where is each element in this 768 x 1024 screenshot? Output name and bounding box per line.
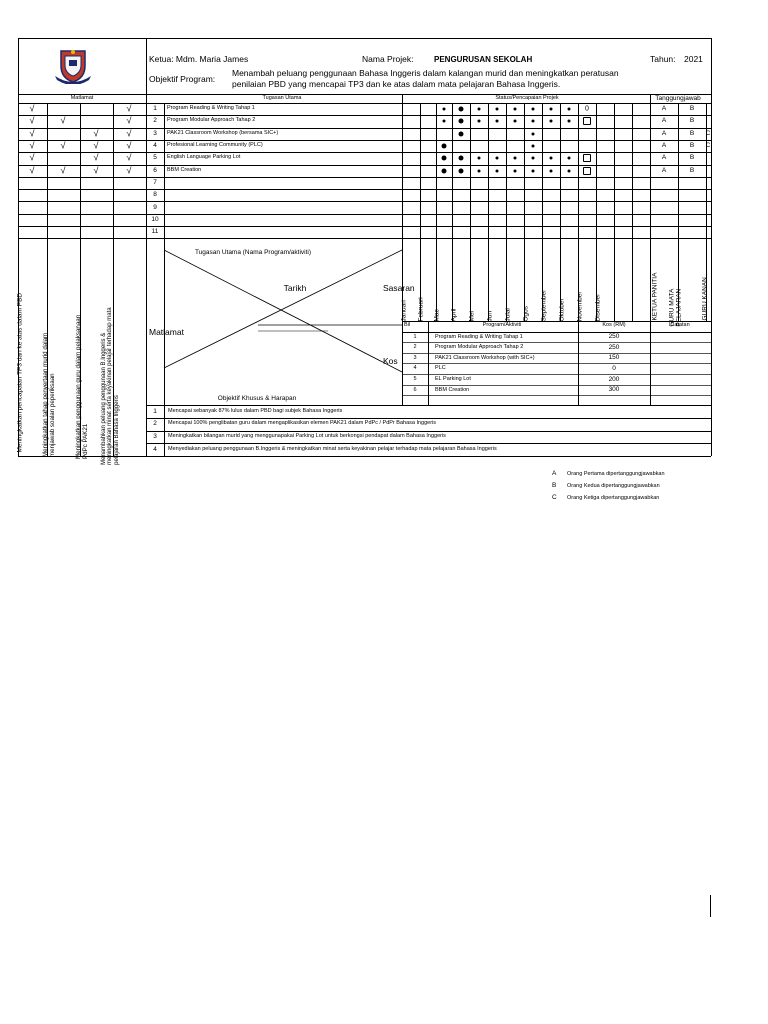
tanggungjawab-header: Tanggungjawab <box>655 94 701 102</box>
month-label: Ogos <box>522 305 530 321</box>
responsibility-letter: A <box>661 117 667 125</box>
grid-line <box>650 321 651 405</box>
cost-row-name: EL Parking Lot <box>435 376 471 382</box>
legend-key: A <box>552 470 557 477</box>
objective-number: 1 <box>153 407 157 415</box>
nama-projek-label: Nama Projek: <box>362 54 414 64</box>
grid-line <box>18 456 711 457</box>
grid-line <box>402 385 711 386</box>
task-name: PAK21 Classroom Workshop (bersama SIC+) <box>167 129 279 136</box>
check-mark: √ <box>93 128 99 139</box>
check-mark: √ <box>60 165 66 176</box>
project-sheet <box>16 38 711 465</box>
grid-line <box>711 38 712 456</box>
objective-text: Mencapai sebanyak 87% lulus dalam PBD bagi subjek Bahasa Inggeris <box>168 407 343 414</box>
responsibility-letter: A <box>661 129 667 137</box>
check-mark: √ <box>60 115 66 126</box>
check-mark: √ <box>126 115 132 126</box>
diagram-objektif: Objektif Khusus & Harapan <box>217 395 297 402</box>
objective-text: Meningkatkan bilangan murid yang menggunapakai Parking Lot untuk berkongsi pendapat dalam Bahasa Inggeris <box>168 433 446 439</box>
check-mark: √ <box>93 152 99 163</box>
grid-line <box>402 363 711 364</box>
objective-number: 3 <box>153 433 157 440</box>
diagram-sasaran: Sasaran <box>383 283 415 293</box>
cursor-bar <box>710 895 711 917</box>
month-label: Mac <box>433 308 441 321</box>
check-mark: √ <box>93 165 99 176</box>
objective-number: 2 <box>153 420 157 428</box>
task-name: Program Modular Approach Tahap 2 <box>167 117 256 124</box>
responsibility-letter: B <box>689 154 695 162</box>
grid-line <box>402 374 711 375</box>
cost-row-number: 3 <box>413 354 417 361</box>
cost-row-number: 5 <box>413 376 417 382</box>
task-number: 7 <box>153 178 157 186</box>
check-mark: √ <box>126 140 132 151</box>
responsibility-letter: A <box>661 166 667 174</box>
matlamat-desc-1: Meningkatkan pencapaian TP3 dan ke atas dalam PBD <box>16 292 24 452</box>
legend-item <box>552 494 659 501</box>
check-mark: √ <box>126 152 132 163</box>
responsibility-letter: B <box>689 117 695 125</box>
task-name: Profesional Learning Community (PLC) <box>167 142 263 149</box>
ketua-label: Ketua: Mdm. Maria James <box>149 54 249 64</box>
status-header: Status/Pencapaian Projek <box>495 94 559 101</box>
grid-line <box>428 321 429 405</box>
month-label: Januari <box>400 299 408 321</box>
responsibility-letter: B <box>689 129 695 137</box>
task-name: Program Reading & Writing Tahap 1 <box>167 105 255 112</box>
legend-key: B <box>552 482 557 489</box>
responsibility-letter: A <box>661 154 667 162</box>
check-mark: √ <box>126 103 132 114</box>
grid-line <box>402 332 711 333</box>
check-mark: √ <box>126 128 132 139</box>
responsibility-letter: B <box>689 142 695 150</box>
task-number: 9 <box>153 203 157 211</box>
check-mark: √ <box>29 152 35 163</box>
objektif-line2: penilaian PBD yang mencapai TP3 dan ke atas dalam mata pelajaran Bahasa Inggeris. <box>232 79 561 89</box>
cost-row-number: 6 <box>413 386 417 393</box>
diagram-tarikh: Tarikh <box>283 283 307 293</box>
task-number: 5 <box>153 154 157 162</box>
month-label: April <box>450 307 458 321</box>
responsibility-letter: A <box>661 142 667 150</box>
month-label: Oktober <box>558 297 566 321</box>
month-label: Mei <box>468 310 476 321</box>
matlamat-desc-3: Meningkatkan penggunaan guru dalam pelaksanaan PdPc PAK21 <box>75 314 89 459</box>
legend <box>552 470 752 506</box>
matlamat-header: Matlamat <box>70 94 94 101</box>
objective-text: Menyediakan peluang penggunaan B.Inggeris & meningkatkan minat serta keyakinan pelajar terhadap mata pelajaran Bahasa Inggeris <box>168 445 497 452</box>
objektif-line1: Menambah peluang penggunaan Bahasa Inggeris dalam kalangan murid dan meningkatkan peratusan <box>232 68 619 78</box>
matlamat-desc-4: Menambahkan peluang penggunaan B.Inggeris & meningkatkan minat serta keyakinan pelajar terhadap mata pelajaran Bahasa Inggeris <box>101 307 120 465</box>
objective-number: 4 <box>153 445 157 453</box>
check-mark: √ <box>60 140 66 151</box>
responsibility-letter: C <box>705 142 711 150</box>
cost-row-value: 250 <box>608 343 620 351</box>
legend-text: Orang Pertama dipertanggungjawabkan <box>567 471 665 477</box>
cost-row-value: 0 <box>612 364 616 372</box>
legend-item <box>552 470 665 477</box>
tugasan-header: Tugasan Utama <box>262 94 302 101</box>
fishbone-diagram <box>18 38 711 456</box>
role-label: KETUA PANITIA <box>651 272 659 320</box>
cost-header-catatan: Catatan <box>670 322 690 328</box>
cost-row-value: 250 <box>608 333 620 341</box>
legend-key: C <box>552 494 557 501</box>
task-number: 2 <box>153 117 157 125</box>
task-number: 11 <box>151 228 159 236</box>
diagram-kos: Kos <box>383 356 398 366</box>
cost-row-value: 200 <box>608 375 620 383</box>
grid-line <box>578 321 579 405</box>
check-mark: √ <box>29 115 35 126</box>
task-name: English Language Parking Lot <box>167 154 241 161</box>
responsibility-letter: B <box>689 105 695 113</box>
cost-header-program: Program/Aktiviti <box>482 322 522 328</box>
cost-row-name: Program Reading & Writing Tahap 1 <box>435 333 523 340</box>
check-mark: √ <box>93 140 99 151</box>
legend-item <box>552 482 660 489</box>
grid-line <box>402 321 403 405</box>
tahun-value: 2021 <box>684 54 703 64</box>
cost-row-name: BBM Creation <box>435 386 470 393</box>
month-label: November <box>576 291 584 321</box>
grid-line <box>146 443 711 444</box>
diagram-heading: Tugasan Utama (Nama Program/aktiviti) <box>194 249 312 256</box>
cost-header-kos: Kos (RM) <box>602 322 626 328</box>
diagram-matlamat: Matlamat <box>149 327 184 337</box>
grid-line <box>402 353 711 354</box>
month-label: Julai <box>504 307 512 321</box>
task-number: 3 <box>153 129 157 137</box>
cost-row-value: 300 <box>608 386 620 394</box>
objektif-label: Objektif Program: <box>149 74 216 84</box>
cost-row-value: 150 <box>608 354 620 362</box>
grid-line <box>146 431 711 432</box>
cost-header-bil: Bil <box>404 322 411 328</box>
grid-line <box>146 418 711 419</box>
cost-row-name: Program Modular Approach Tahap 2 <box>435 344 524 351</box>
responsibility-letter: A <box>661 105 667 113</box>
month-label: September <box>540 289 548 321</box>
grid-line <box>402 395 711 396</box>
matlamat-desc-2: Meningkatkan tahap penyertaan murid dalam menjawab soalan peperiksaan <box>42 332 56 457</box>
cost-row-name: PLC <box>435 365 446 372</box>
objective-text: Mencapai 100% penglibatan guru dalam mengaplikasikan elemen PAK21 dalam PdPc / PdPr Bahasa Inggeris <box>168 420 437 427</box>
check-mark: √ <box>29 140 35 151</box>
role-label: GURU KANAN <box>701 276 709 320</box>
grid-line <box>146 405 711 406</box>
cost-row-number: 4 <box>413 365 417 372</box>
check-mark: √ <box>29 128 35 139</box>
responsibility-letter: C <box>705 129 711 137</box>
task-name: BBM Creation <box>167 166 202 173</box>
legend-text: Orang Kedua dipertanggungjawabkan <box>567 483 660 489</box>
month-label: Jun <box>486 310 494 321</box>
month-label: Disember <box>594 293 602 321</box>
role-label: GURU MATA PELAJARAN <box>668 288 683 327</box>
task-number: 10 <box>151 215 159 223</box>
status-zero: 0 <box>585 105 589 113</box>
grid-line <box>402 342 711 343</box>
check-mark: √ <box>29 165 35 176</box>
cost-row-number: 2 <box>413 344 417 351</box>
task-number: 1 <box>153 105 157 113</box>
month-label: Februari <box>417 296 425 321</box>
projek-name: PENGURUSAN SEKOLAH <box>434 55 533 64</box>
cost-row-name: PAK21 Classroom Workshop (with SIC+) <box>435 354 535 361</box>
cost-row-number: 1 <box>413 333 417 340</box>
legend-text: Orang Ketiga dipertanggungjawabkan <box>567 495 660 501</box>
task-number: 4 <box>153 142 157 150</box>
responsibility-letter: B <box>689 166 695 174</box>
task-number: 8 <box>153 191 157 199</box>
tahun-label: Tahun: <box>650 54 676 64</box>
check-mark: √ <box>29 103 35 114</box>
check-mark: √ <box>126 165 132 176</box>
task-number: 6 <box>153 166 157 174</box>
